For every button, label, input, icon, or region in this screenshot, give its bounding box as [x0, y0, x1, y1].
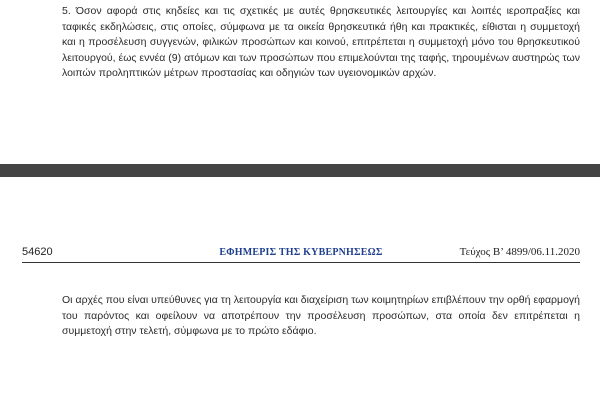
issue-reference: Τεύχος Β’ 4899/06.11.2020 — [459, 246, 580, 258]
gazette-page-header — [22, 246, 580, 263]
page-break-divider — [0, 164, 600, 177]
cemetery-authorities-paragraph: Οι αρχές που είναι υπεύθυνες για τη λειτουργία και διαχείριση των κοιμητηρίων επιβλέπουν την ορθή εφαρμογή του παρόντος και οφείλουν να αποτρέπουν την προσέλευση προσώπων, στα οποία δεν επιτρέπεται η συμμετοχή στην τελετή, σύμφωνα με το πρώτο εδάφιο. — [62, 294, 580, 338]
paragraph-5 — [62, 4, 580, 82]
paragraph-number: 5. — [62, 5, 71, 17]
gazette-title: ΕΦΗΜΕΡΙΣ ΤΗΣ ΚΥΒΕΡΝΗΣΕΩΣ — [219, 247, 383, 258]
paragraph-5-text: Όσον αφορά στις κηδείες και τις σχετικές με αυτές θρησκευτικές λειτουργίες και λοιπές ιεροπραξίες και ταφικές εκδηλώσεις, στις οποίες, σύμφωνα με τα οικεία θρησκευτικά ήθη και πρακτικές, είθισται η συμμετοχή και η προσέλευση συγγενών, φιλικών προσώπων και κοινού, επιτρέπεται η συμμετοχή μόνο του θρησκευτικού λειτουργού, έως εννέα (9) ατόμων και των προσώπων που επιμελούνται της ταφής, τηρουμένων αυστηρώς των λοιπών προληπτικών μέτρων προστασίας και οδηγιών των υγειονομικών αρχών. — [62, 5, 580, 80]
page-number: 54620 — [22, 246, 53, 258]
